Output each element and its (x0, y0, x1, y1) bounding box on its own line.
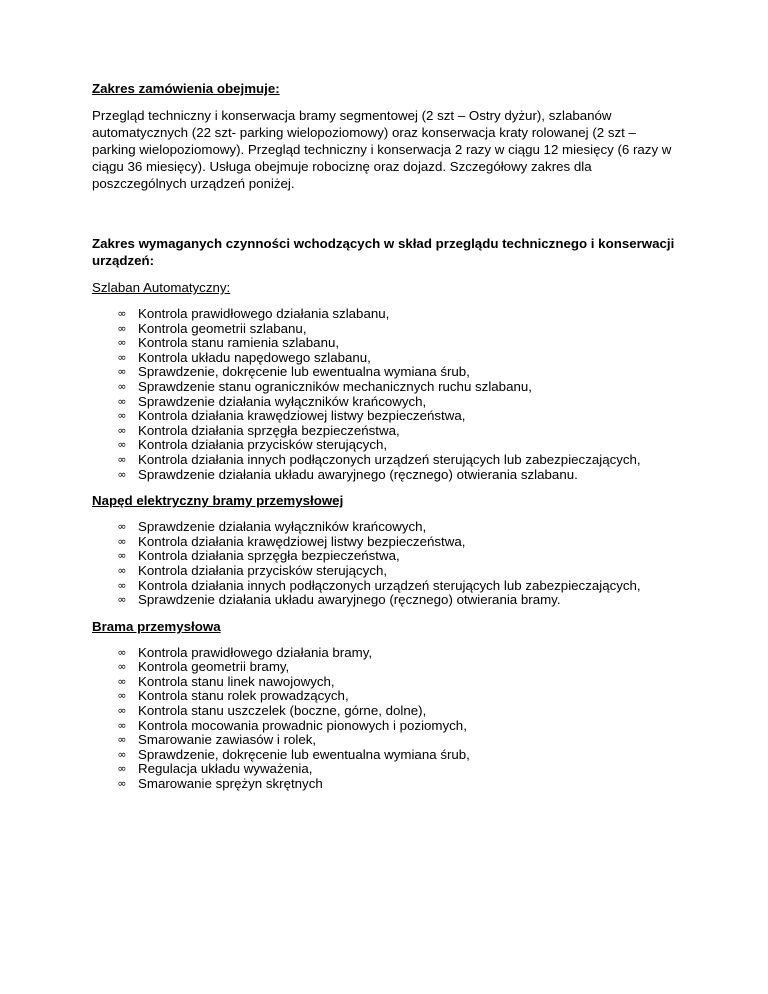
bullet-icon: ∞ (117, 321, 127, 335)
bullet-icon: ∞ (117, 762, 127, 776)
list-item (92, 336, 682, 351)
bullet-icon: ∞ (117, 747, 127, 761)
bullet-icon: ∞ (117, 467, 127, 481)
bullet-icon: ∞ (117, 733, 127, 747)
list-item (92, 579, 682, 594)
bullet-icon: ∞ (117, 645, 127, 659)
list-item-text: Kontrola stanu ramienia szlabanu, (138, 335, 340, 351)
list-item (92, 453, 682, 468)
list-item-text: Sprawdzenie, dokręcenie lub ewentualna wymiana śrub, (138, 364, 470, 380)
bullet-icon: ∞ (117, 660, 127, 674)
document-page (92, 80, 682, 792)
list-item (92, 380, 682, 395)
list-item-text: Kontrola stanu linek nawojowych, (138, 673, 335, 689)
list-item (92, 675, 682, 690)
drive-list (92, 520, 682, 608)
list-item-text: Kontrola działania sprzęgła bezpieczeństwa, (138, 548, 400, 564)
list-item-text: Sprawdzenie działania wyłączników krańcowych, (138, 393, 427, 409)
section-title-gate: Brama przemysłowa (92, 618, 221, 634)
list-item-text: Sprawdzenie stanu ograniczników mechanicznych ruchu szlabanu, (138, 378, 532, 394)
list-item (92, 704, 682, 719)
bullet-icon: ∞ (117, 350, 127, 364)
bullet-icon: ∞ (117, 394, 127, 408)
list-item-text: Kontrola geometrii bramy, (138, 659, 290, 675)
bullet-icon: ∞ (117, 336, 127, 350)
list-item-text: Kontrola geometrii szlabanu, (138, 320, 307, 336)
bullet-icon: ∞ (117, 520, 127, 534)
list-item-text: Kontrola działania krawędziowej listwy bezpieczeństwa, (138, 533, 466, 549)
bullet-icon: ∞ (117, 674, 127, 688)
order-scope-paragraph: Przegląd techniczny i konserwacja bramy segmentowej (2 szt – Ostry dyżur), szlabanów automatycznych (22 szt- parking wielopoziomowy) oraz konserwacja kraty rolowanej (2 szt – parking wielopoziomowy). Przegląd techniczny i konserwacja 2 razy w ciągu 12 miesięcy (6 razy w ciągu 36 miesięcy). Usługa obejmuje robociznę oraz dojazd. Szczegółowy zakres dla poszczególnych urządzeń poniżej. (92, 108, 672, 191)
bullet-icon: ∞ (117, 409, 127, 423)
list-item (92, 351, 682, 366)
list-item-text: Kontrola układu napędowego szlabanu, (138, 349, 371, 365)
bullet-icon: ∞ (117, 689, 127, 703)
list-item-text: Sprawdzenie działania wyłączników krańcowych, (138, 519, 427, 535)
order-scope-heading: Zakres zamówienia obejmuje: (92, 81, 280, 96)
bullet-icon: ∞ (117, 549, 127, 563)
list-item-text: Kontrola stanu uszczelek (boczne, górne, dolne), (138, 703, 427, 719)
list-item-text: Kontrola działania sprzęgła bezpieczeństwa, (138, 422, 400, 438)
bullet-icon: ∞ (117, 593, 127, 607)
bullet-icon: ∞ (117, 704, 127, 718)
list-item-text: Kontrola stanu rolek prowadzących, (138, 688, 349, 704)
activities-heading: Zakres wymaganych czynności wchodzących w skład przeglądu technicznego i konserwacji urządzeń: (92, 236, 675, 268)
barrier-list (92, 307, 682, 482)
list-item (92, 689, 682, 704)
bullet-icon: ∞ (117, 777, 127, 791)
bullet-icon: ∞ (117, 307, 127, 320)
list-item-text: Sprawdzenie działania układu awaryjnego (ręcznego) otwierania szlabanu. (138, 466, 578, 482)
list-item (92, 748, 682, 763)
list-item-text: Kontrola działania przycisków sterujących, (138, 562, 388, 578)
section-title-drive: Napęd elektryczny bramy przemysłowej (92, 493, 344, 509)
list-item (92, 438, 682, 453)
list-item-text: Sprawdzenie działania układu awaryjnego (ręcznego) otwierania bramy. (138, 592, 561, 608)
list-item (92, 762, 682, 777)
list-item-text: Regulacja układu wyważenia, (138, 761, 313, 777)
bullet-icon: ∞ (117, 423, 127, 437)
list-item (92, 322, 682, 337)
list-item-text: Kontrola prawidłowego działania szlabanu, (138, 306, 390, 321)
list-item-text: Kontrola mocowania prowadnic pionowych i poziomych, (138, 717, 467, 733)
list-item-text: Smarowanie zawiasów i rolek, (138, 732, 317, 748)
list-item-text: Kontrola działania przycisków sterujących, (138, 437, 388, 453)
list-item (92, 660, 682, 675)
list-item (92, 646, 682, 661)
bullet-icon: ∞ (117, 718, 127, 732)
list-item (92, 535, 682, 550)
bullet-icon: ∞ (117, 379, 127, 393)
list-item (92, 468, 682, 483)
list-item (92, 777, 682, 792)
list-item (92, 593, 682, 608)
list-item (92, 549, 682, 564)
list-item (92, 719, 682, 734)
list-item (92, 307, 682, 322)
list-item-text: Kontrola działania innych podłączonych urządzeń sterujących lub zabezpieczających, (138, 451, 641, 467)
list-item-text: Kontrola działania innych podłączonych urządzeń sterujących lub zabezpieczających, (138, 577, 641, 593)
list-item (92, 409, 682, 424)
bullet-icon: ∞ (117, 563, 127, 577)
bullet-icon: ∞ (117, 452, 127, 466)
bullet-icon: ∞ (117, 438, 127, 452)
section-title-barrier: Szlaban Automatyczny: (92, 280, 231, 295)
bullet-icon: ∞ (117, 578, 127, 592)
list-item-text: Kontrola prawidłowego działania bramy, (138, 644, 373, 660)
list-item (92, 520, 682, 535)
list-item-text: Smarowanie sprężyn skrętnych (138, 776, 323, 792)
bullet-icon: ∞ (117, 534, 127, 548)
bullet-icon: ∞ (117, 365, 127, 379)
list-item (92, 424, 682, 439)
gate-list (92, 646, 682, 792)
list-item (92, 395, 682, 410)
list-item (92, 733, 682, 748)
list-item (92, 564, 682, 579)
list-item-text: Sprawdzenie, dokręcenie lub ewentualna wymiana śrub, (138, 746, 470, 762)
list-item-text: Kontrola działania krawędziowej listwy bezpieczeństwa, (138, 408, 466, 424)
list-item (92, 365, 682, 380)
